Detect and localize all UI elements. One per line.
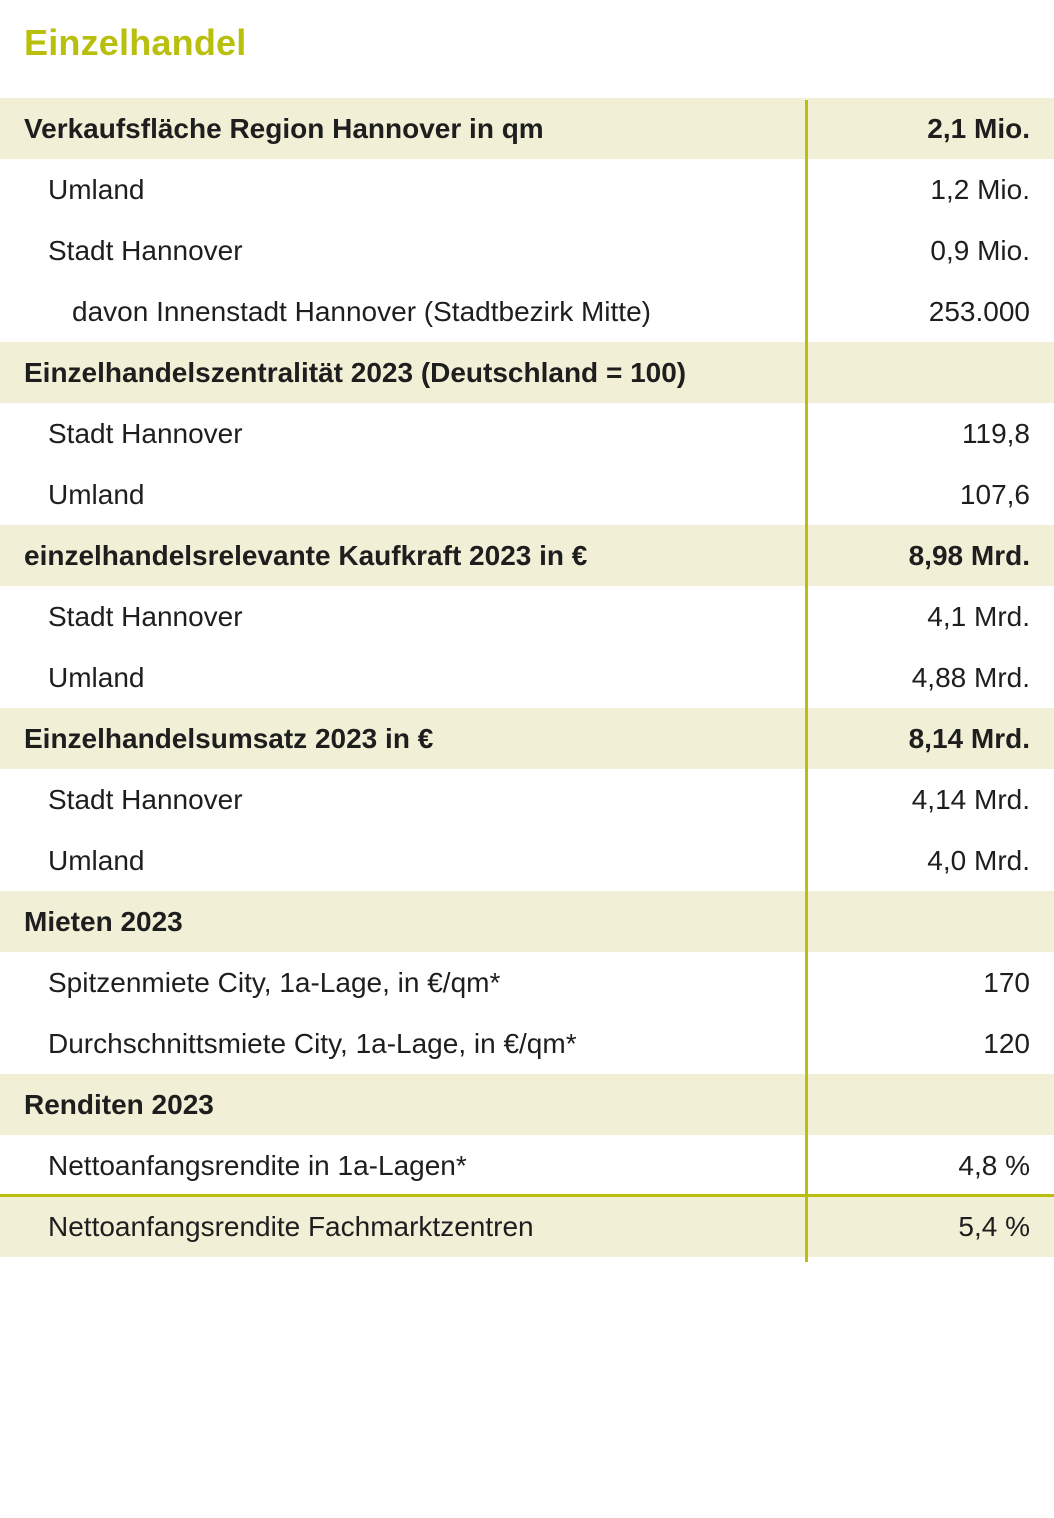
row-label: Durchschnittsmiete City, 1a-Lage, in €/qm* <box>48 1028 577 1059</box>
row-value: 0,9 Mio. <box>930 235 1030 266</box>
table-row <box>0 403 1054 464</box>
row-label: Spitzenmiete City, 1a-Lage, in €/qm* <box>48 967 501 998</box>
row-value: 107,6 <box>959 479 1030 510</box>
row-label: Einzelhandelsumsatz 2023 in € <box>24 723 434 754</box>
table-row-section <box>0 1074 1054 1135</box>
row-value: 4,88 Mrd. <box>911 662 1030 693</box>
row-value: 4,0 Mrd. <box>927 845 1030 876</box>
row-value: 2,1 Mio. <box>927 113 1030 144</box>
table-row-section <box>0 342 1054 403</box>
column-divider <box>805 100 808 1262</box>
row-value: 1,2 Mio. <box>930 174 1030 205</box>
row-label: Umland <box>48 845 145 876</box>
row-label: Nettoanfangsrendite in 1a-Lagen* <box>48 1150 467 1181</box>
row-value: 5,4 % <box>958 1211 1030 1242</box>
table-row <box>0 769 1054 830</box>
row-value: 119,8 <box>962 418 1030 449</box>
row-label: Stadt Hannover <box>48 235 243 266</box>
row-label: Renditen 2023 <box>24 1089 214 1120</box>
table-row <box>0 952 1054 1013</box>
row-label: Stadt Hannover <box>48 418 243 449</box>
row-value: 8,14 Mrd. <box>908 723 1030 754</box>
row-label: Stadt Hannover <box>48 601 243 632</box>
row-value: 170 <box>983 967 1030 998</box>
row-value: 4,1 Mrd. <box>927 601 1030 632</box>
table-row <box>0 830 1054 891</box>
table-row <box>0 281 1054 342</box>
row-value: 4,14 Mrd. <box>911 784 1030 815</box>
table-row-section <box>0 525 1054 586</box>
table-row-section <box>0 708 1054 769</box>
table-row <box>0 220 1054 281</box>
row-value: 253.000 <box>928 296 1030 327</box>
table-row-section <box>0 891 1054 952</box>
row-label: Umland <box>48 662 145 693</box>
table-row <box>0 586 1054 647</box>
table-row <box>0 647 1054 708</box>
row-label: Verkaufsfläche Region Hannover in qm <box>24 113 544 144</box>
row-label: Stadt Hannover <box>48 784 243 815</box>
row-label: Umland <box>48 174 145 205</box>
table-row <box>0 1135 1054 1196</box>
table-row-last <box>0 1196 1054 1257</box>
row-value: 120 <box>983 1028 1030 1059</box>
row-label: davon Innenstadt Hannover (Stadtbezirk Mitte) <box>72 296 651 327</box>
retail-table <box>0 98 1054 1257</box>
row-label: Nettoanfangsrendite Fachmarktzentren <box>48 1211 534 1242</box>
row-label: Einzelhandelszentralität 2023 (Deutschland = 100) <box>24 357 687 388</box>
page-title: Einzelhandel <box>24 22 247 63</box>
table-row <box>0 464 1054 525</box>
table-row <box>0 1013 1054 1074</box>
row-label: Mieten 2023 <box>24 906 183 937</box>
table-row <box>0 159 1054 220</box>
row-value: 4,8 % <box>958 1150 1030 1181</box>
table-row-section <box>0 98 1054 159</box>
row-label: einzelhandelsrelevante Kaufkraft 2023 in € <box>24 540 588 571</box>
row-label: Umland <box>48 479 145 510</box>
row-value: 8,98 Mrd. <box>908 540 1030 571</box>
